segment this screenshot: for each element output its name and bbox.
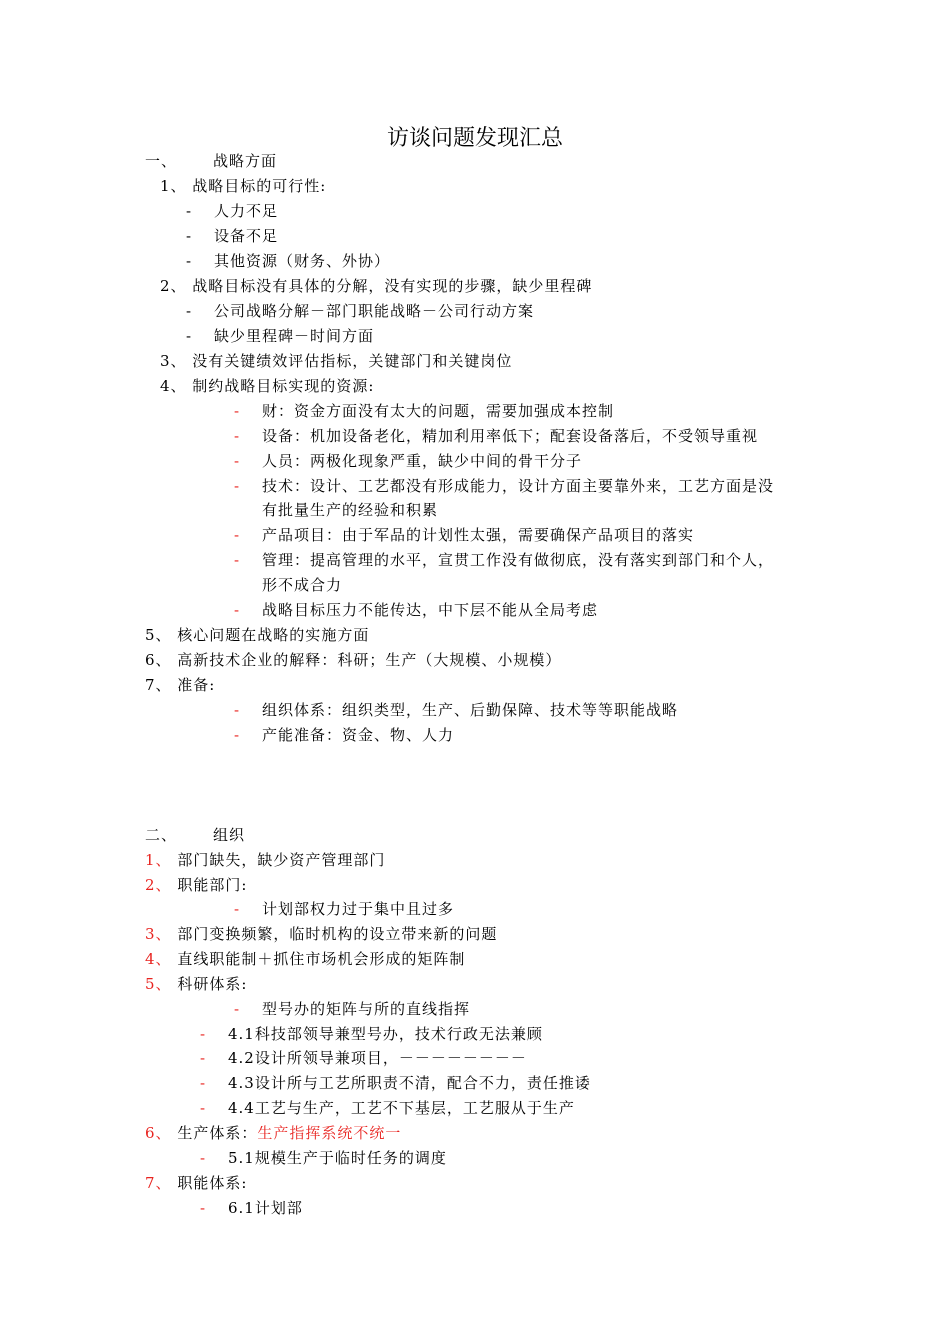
section-number: 一、 bbox=[145, 152, 178, 170]
section-number: 二、 bbox=[145, 826, 178, 844]
list-item: 5、 核心问题在战略的实施方面 bbox=[145, 626, 370, 644]
section-title: 组织 bbox=[213, 826, 246, 844]
list-item: - 人力不足 bbox=[186, 202, 279, 220]
document-title: 访谈问题发现汇总 bbox=[386, 126, 563, 151]
list-item: - 财：资金方面没有太大的问题，需要加强成本控制 bbox=[234, 402, 615, 420]
list-item: 1、 部门缺失，缺少资产管理部门 bbox=[145, 851, 386, 869]
highlighted-issue: 生产指挥系统不统一 bbox=[257, 1124, 402, 1142]
list-item: 2、 职能部门: bbox=[145, 876, 248, 894]
list-item: - 设备不足 bbox=[186, 227, 279, 245]
list-item: - 型号办的矩阵与所的直线指挥 bbox=[234, 1000, 471, 1018]
list-item: - 计划部权力过于集中且过多 bbox=[234, 900, 455, 918]
list-item: 5、 科研体系: bbox=[145, 975, 248, 993]
list-item: 4、 直线职能制＋抓住市场机会形成的矩阵制 bbox=[145, 950, 466, 968]
list-item: - 人员：两极化现象严重，缺少中间的骨干分子 bbox=[234, 452, 583, 470]
list-item: - 管理：提高管理的水平，宣贯工作没有做彻底，没有落实到部门和个人， bbox=[234, 551, 775, 569]
list-item: - 组织体系：组织类型，生产、后勤保障、技术等等职能战略 bbox=[234, 701, 679, 719]
list-item: - 4.2设计所领导兼项目，－－－－－－－－ bbox=[200, 1049, 527, 1067]
list-item: 6、 高新技术企业的解释：科研；生产（大规模、小规模） bbox=[145, 651, 562, 669]
list-item: 6、 生产体系：生产指挥系统不统一 bbox=[145, 1124, 402, 1142]
list-item: - 技术：设计、工艺都没有形成能力，设计方面主要靠外来，工艺方面是没 bbox=[234, 477, 775, 495]
list-item: 4、 制约战略目标实现的资源: bbox=[160, 377, 375, 395]
list-item: - 其他资源（财务、外协） bbox=[186, 252, 391, 270]
list-item: 7、 职能体系: bbox=[145, 1174, 248, 1192]
list-item: 1、 战略目标的可行性: bbox=[160, 177, 327, 195]
list-item: - 公司战略分解－部门职能战略－公司行动方案 bbox=[186, 302, 535, 320]
list-item: 7、 准备: bbox=[145, 676, 216, 694]
list-item: - 6.1计划部 bbox=[200, 1199, 303, 1217]
list-item: 2、 战略目标没有具体的分解，没有实现的步骤，缺少里程碑 bbox=[160, 277, 593, 295]
list-item-continuation: 有批量生产的经验和积累 bbox=[262, 501, 439, 519]
list-item: - 战略目标压力不能传达，中下层不能从全局考虑 bbox=[234, 601, 599, 619]
list-item: 3、 没有关键绩效评估指标，关键部门和关键岗位 bbox=[160, 352, 513, 370]
section-heading-strategy bbox=[145, 151, 277, 171]
list-item: - 5.1规模生产于临时任务的调度 bbox=[200, 1149, 447, 1167]
list-item: - 4.4工艺与生产，工艺不下基层，工艺服从于生产 bbox=[200, 1099, 575, 1117]
list-item: - 4.3设计所与工艺所职责不清，配合不力，责任推诿 bbox=[200, 1074, 591, 1092]
list-item: - 设备：机加设备老化，精加利用率低下；配套设备落后，不受领导重视 bbox=[234, 427, 759, 445]
list-item: - 产能准备：资金、物、人力 bbox=[234, 726, 455, 744]
list-item: - 缺少里程碑－时间方面 bbox=[186, 327, 375, 345]
section-heading-organization bbox=[145, 825, 245, 845]
list-item: - 产品项目：由于军品的计划性太强，需要确保产品项目的落实 bbox=[234, 526, 695, 544]
section-title: 战略方面 bbox=[213, 152, 278, 170]
list-item: - 4.1科技部领导兼型号办，技术行政无法兼顾 bbox=[200, 1025, 543, 1043]
list-item: 3、 部门变换频繁，临时机构的设立带来新的问题 bbox=[145, 925, 498, 943]
list-item-continuation: 形不成合力 bbox=[262, 576, 343, 594]
